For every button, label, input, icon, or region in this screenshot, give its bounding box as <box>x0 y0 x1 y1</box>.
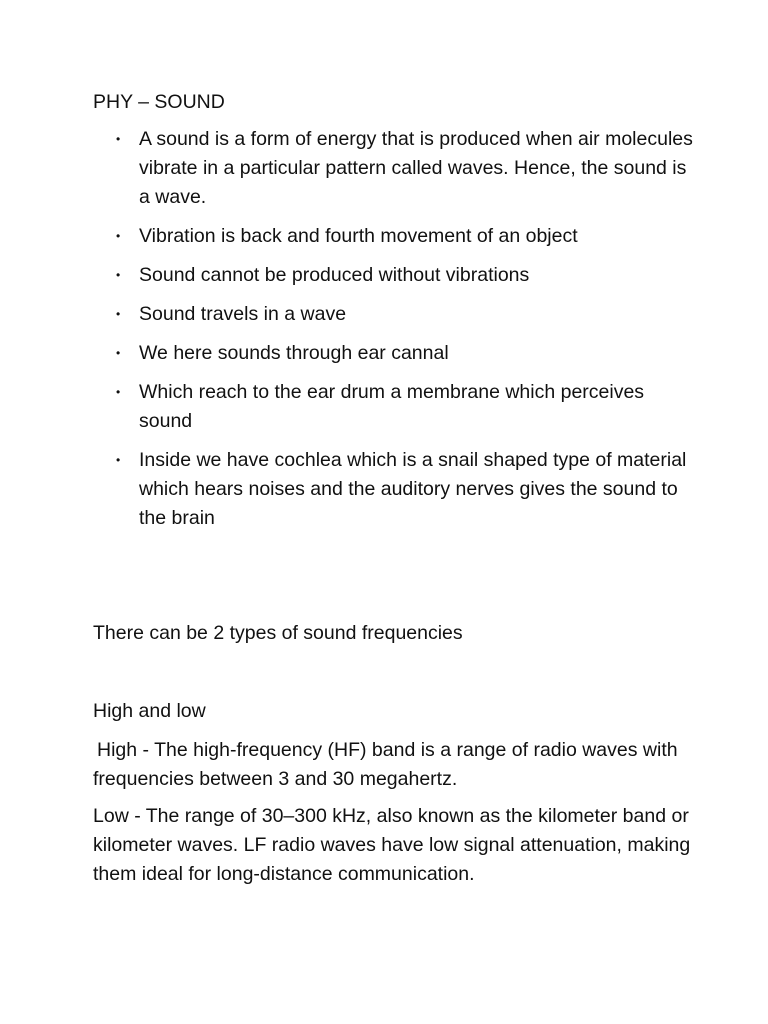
list-item-text: Vibration is back and fourth movement of an object <box>139 225 578 247</box>
list-item-text: A sound is a form of energy that is produced when air molecules vibrate in a particular pattern called waves. Hence, the sound is a wave. <box>139 128 693 208</box>
bullet-icon: • <box>116 132 121 146</box>
bullet-icon: • <box>116 385 121 399</box>
list-item-text: Which reach to the ear drum a membrane which perceives sound <box>139 381 645 432</box>
list-item <box>93 378 693 436</box>
list-item-text: Inside we have cochlea which is a snail shaped type of material which hears noises and the auditory nerves gives the sound to the brain <box>139 449 687 529</box>
bullet-icon: • <box>116 453 121 467</box>
bullet-icon: • <box>116 346 121 360</box>
list-item <box>93 446 693 533</box>
list-item-text: We here sounds through ear cannal <box>139 342 449 364</box>
document-body <box>93 88 693 889</box>
page-title: PHY – SOUND <box>93 91 225 113</box>
list-item <box>93 125 693 212</box>
bullet-icon: • <box>116 268 121 282</box>
low-frequency-paragraph: Low - The range of 30–300 kHz, also known as the kilometer band or kilometer waves. LF radio waves have low signal attenuation, making them ideal for long-distance communication. <box>93 805 691 885</box>
high-frequency-paragraph: High - The high-frequency (HF) band is a range of radio waves with frequencies between 3 and 30 megahertz. <box>93 739 678 790</box>
list-item-text: Sound cannot be produced without vibrations <box>139 264 530 286</box>
high-and-low-heading: High and low <box>93 700 206 722</box>
list-item <box>93 261 693 290</box>
bullet-list <box>93 125 693 533</box>
list-item <box>93 222 693 251</box>
list-item-text: Sound travels in a wave <box>139 303 347 325</box>
bullet-icon: • <box>116 307 121 321</box>
bullet-icon: • <box>116 229 121 243</box>
list-item <box>93 339 693 368</box>
list-item <box>93 300 693 329</box>
types-paragraph: There can be 2 types of sound frequencies <box>93 622 463 644</box>
